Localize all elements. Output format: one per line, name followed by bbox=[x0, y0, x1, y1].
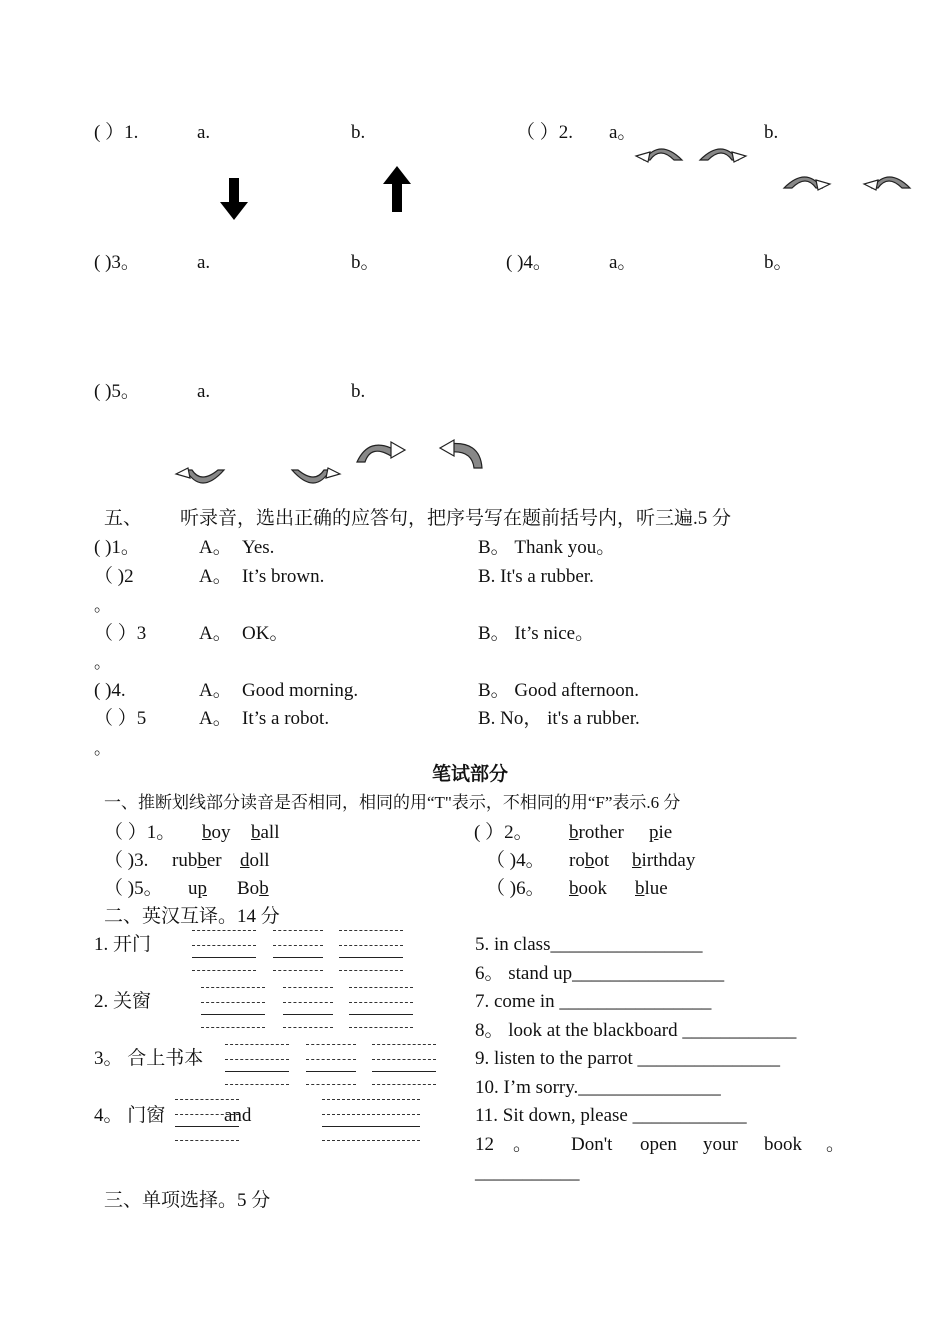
part3-heading: 三、单项选择。5 分 bbox=[104, 1190, 271, 1211]
p2-left-item3: 3。 合上书本 bbox=[94, 1048, 204, 1069]
curved-arrow-icon bbox=[634, 142, 686, 164]
p2-right-item5: 5. in class________________ bbox=[475, 934, 703, 955]
s5-item1-b: B。 Thank you。 bbox=[478, 537, 616, 558]
p1-q1-word2: ball bbox=[251, 822, 280, 843]
section5-number: 五、 bbox=[104, 508, 143, 529]
writing-guide-line bbox=[175, 1114, 239, 1115]
s5-item2-a-label: A。 bbox=[199, 566, 232, 587]
writing-baseline bbox=[273, 957, 323, 958]
s5-item5-a: It’s a robot. bbox=[242, 708, 330, 729]
p1-q4-number: （ )4。 bbox=[486, 850, 545, 871]
s5-item3-number: （ ）3 bbox=[94, 623, 147, 644]
q5-number: ( )5。 bbox=[94, 381, 140, 402]
s5-item1-number: ( )1。 bbox=[94, 537, 140, 558]
p2-q12-blank: ___________ bbox=[475, 1162, 580, 1183]
s5-item4-b: B。 Good afternoon. bbox=[478, 680, 639, 701]
writing-guide-line bbox=[349, 987, 413, 988]
curved-arrow-icon bbox=[696, 142, 748, 164]
p2-q12-word: open bbox=[640, 1134, 677, 1155]
writing-baseline bbox=[201, 1014, 265, 1015]
s5-item1-a-label: A。 bbox=[199, 537, 232, 558]
s5-item4-a-label: A。 bbox=[199, 680, 232, 701]
p2-q12-number: 12 bbox=[475, 1134, 494, 1155]
p1-q3-number: （ )3. bbox=[104, 850, 149, 871]
q2-number: （ ）2. bbox=[516, 122, 574, 143]
writing-guide-line bbox=[322, 1140, 420, 1141]
writing-guide-line bbox=[349, 1027, 413, 1028]
q4-option-b: b。 bbox=[764, 252, 793, 273]
writing-baseline bbox=[349, 1014, 413, 1015]
writing-guide-line bbox=[192, 970, 256, 971]
s5-item2-a: It’s brown. bbox=[242, 566, 325, 587]
writing-guide-line bbox=[322, 1114, 420, 1115]
writing-guide-line bbox=[372, 1084, 436, 1085]
s5-item5-b: B. No， it's a rubber. bbox=[478, 708, 640, 729]
writing-baseline bbox=[322, 1126, 420, 1127]
q2-option-b: b. bbox=[764, 122, 779, 143]
s5-item4-number: ( )4. bbox=[94, 680, 126, 701]
writing-guide-line bbox=[339, 945, 403, 946]
p1-q6-word2: blue bbox=[635, 878, 668, 899]
up-arrow-icon bbox=[383, 166, 411, 212]
writing-guide-line bbox=[201, 1027, 265, 1028]
p2-right-item7: 7. come in ________________ bbox=[475, 991, 712, 1012]
writing-guide-line bbox=[201, 1002, 265, 1003]
q1-option-b: b. bbox=[351, 122, 366, 143]
writing-guide-line bbox=[175, 1099, 239, 1100]
part1-heading: 一、推断划线部分读音是否相同，相同的用“T"表示，不相同的用“F”表示.6 分 bbox=[104, 793, 681, 812]
writing-guide-line bbox=[339, 930, 403, 931]
p1-q5-word1: up bbox=[188, 878, 207, 899]
p2-right-item9: 9. listen to the parrot _______________ bbox=[475, 1048, 781, 1069]
q4-option-a: a。 bbox=[609, 252, 637, 273]
curved-arrow-icon bbox=[862, 170, 914, 192]
writing-baseline bbox=[175, 1126, 239, 1127]
q5-option-a: a. bbox=[197, 381, 211, 402]
p1-q6-number: （ )6。 bbox=[486, 878, 545, 899]
p1-q4-word1: robot bbox=[569, 850, 610, 871]
s5-item3-a-label: A。 bbox=[199, 623, 232, 644]
s5-item3-a: OK。 bbox=[242, 623, 289, 644]
p1-q2-number: ( ）2。 bbox=[474, 822, 533, 843]
p1-q6-word1: book bbox=[569, 878, 607, 899]
writing-baseline bbox=[306, 1071, 356, 1072]
s5-item2-b: B. It's a rubber. bbox=[478, 566, 594, 587]
curved-arrow-icon bbox=[288, 466, 342, 492]
curved-arrow-icon bbox=[780, 170, 832, 192]
writing-guide-line bbox=[273, 970, 323, 971]
writing-baseline bbox=[192, 957, 256, 958]
p2-q12-dot: 。 bbox=[513, 1134, 533, 1155]
curved-arrow-icon bbox=[174, 466, 228, 492]
p1-q2-word2: pie bbox=[649, 822, 673, 843]
stray-mark: 。 bbox=[94, 653, 111, 672]
writing-guide-line bbox=[372, 1044, 436, 1045]
s5-item3-b: B。 It’s nice。 bbox=[478, 623, 595, 644]
down-arrow-icon bbox=[220, 178, 248, 220]
p2-q12-word: Don't bbox=[571, 1134, 613, 1155]
s5-item5-number: （ ）5 bbox=[94, 708, 147, 729]
q5-option-b: b. bbox=[351, 381, 366, 402]
written-title: 笔试部分 bbox=[432, 764, 509, 785]
writing-guide-line bbox=[349, 1002, 413, 1003]
p2-q12-word: 。 bbox=[826, 1134, 846, 1155]
q3-option-b: b。 bbox=[351, 252, 380, 273]
p2-q12-word: book bbox=[764, 1134, 802, 1155]
stray-mark: 。 bbox=[94, 739, 111, 758]
writing-guide-line bbox=[283, 1002, 333, 1003]
writing-baseline bbox=[225, 1071, 289, 1072]
p2-right-item11: 11. Sit down, please ____________ bbox=[475, 1105, 747, 1126]
p1-q1-word1: boy bbox=[202, 822, 231, 843]
p2-left-item1: 1. 开门 bbox=[94, 934, 152, 955]
writing-guide-line bbox=[225, 1059, 289, 1060]
writing-baseline bbox=[339, 957, 403, 958]
writing-guide-line bbox=[306, 1084, 356, 1085]
s5-item4-a: Good morning. bbox=[242, 680, 359, 701]
writing-guide-line bbox=[283, 1027, 333, 1028]
writing-guide-line bbox=[225, 1084, 289, 1085]
writing-guide-line bbox=[372, 1059, 436, 1060]
writing-baseline bbox=[283, 1014, 333, 1015]
curved-arrow-icon bbox=[438, 438, 486, 470]
writing-guide-line bbox=[283, 987, 333, 988]
p1-q3-word2: doll bbox=[240, 850, 270, 871]
writing-guide-line bbox=[175, 1140, 239, 1141]
q1-option-a: a. bbox=[197, 122, 211, 143]
p2-and-word: and bbox=[224, 1105, 252, 1126]
p2-right-item6: 6。 stand up________________ bbox=[475, 963, 725, 984]
q3-option-a: a. bbox=[197, 252, 211, 273]
stray-mark: 。 bbox=[94, 596, 111, 615]
writing-guide-line bbox=[273, 945, 323, 946]
q3-number: ( )3。 bbox=[94, 252, 140, 273]
writing-guide-line bbox=[339, 970, 403, 971]
p2-left-item2: 2. 关窗 bbox=[94, 991, 152, 1012]
s5-item1-a: Yes. bbox=[242, 537, 275, 558]
q4-number: ( )4。 bbox=[506, 252, 552, 273]
q1-number: ( ）1. bbox=[94, 122, 139, 143]
p2-right-item8: 8。 look at the blackboard ____________ bbox=[475, 1020, 797, 1041]
p2-q12-word: your bbox=[703, 1134, 738, 1155]
p1-q2-word1: brother bbox=[569, 822, 624, 843]
p1-q1-number: （ ）1。 bbox=[104, 822, 176, 843]
p1-q4-word2: birthday bbox=[632, 850, 696, 871]
writing-guide-line bbox=[192, 945, 256, 946]
s5-item2-number: （ )2 bbox=[94, 566, 134, 587]
p2-right-item10: 10. I’m sorry._______________ bbox=[475, 1077, 721, 1098]
q2-option-a: a。 bbox=[609, 122, 637, 143]
part2-heading: 二、英汉互译。14 分 bbox=[104, 906, 280, 927]
writing-guide-line bbox=[322, 1099, 420, 1100]
section5-heading: 听录音，选出正确的应答句，把序号写在题前括号内，听三遍.5 分 bbox=[180, 508, 732, 529]
writing-baseline bbox=[372, 1071, 436, 1072]
p1-q5-word2: Bob bbox=[237, 878, 269, 899]
writing-guide-line bbox=[273, 930, 323, 931]
writing-guide-line bbox=[306, 1044, 356, 1045]
curved-arrow-icon bbox=[355, 438, 407, 464]
s5-item5-a-label: A。 bbox=[199, 708, 232, 729]
writing-guide-line bbox=[306, 1059, 356, 1060]
writing-guide-line bbox=[225, 1044, 289, 1045]
p2-left-item4: 4。 门窗 bbox=[94, 1105, 166, 1126]
writing-guide-line bbox=[201, 987, 265, 988]
writing-guide-line bbox=[192, 930, 256, 931]
p1-q3-word1: rubber bbox=[172, 850, 222, 871]
p1-q5-number: （ )5。 bbox=[104, 878, 163, 899]
